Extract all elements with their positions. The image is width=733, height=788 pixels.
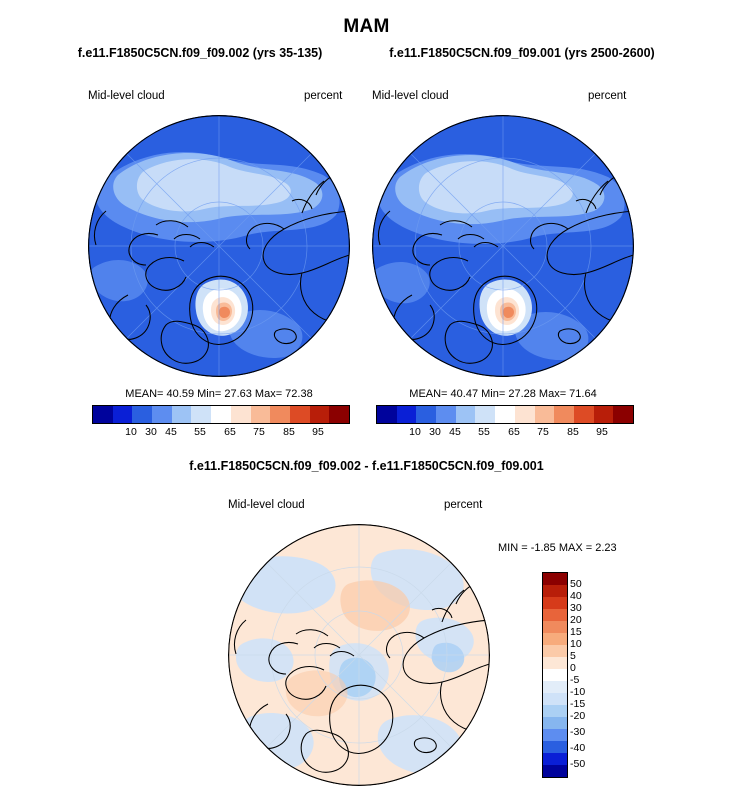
colorbar-tick: 15 xyxy=(570,626,582,638)
colorbar-tick: 50 xyxy=(570,578,582,590)
colorbar-tick: 55 xyxy=(478,426,490,438)
colorbar-swatch xyxy=(543,621,567,633)
colorbar-swatch xyxy=(594,406,614,423)
colorbar-tick: 55 xyxy=(194,426,206,438)
left-panel-subtitle: f.e11.F1850C5CN.f09_f09.002 (yrs 35-135) xyxy=(77,46,323,60)
colorbar-swatch xyxy=(554,406,574,423)
colorbar-tick: -15 xyxy=(570,698,586,710)
figure-title: MAM xyxy=(343,16,390,37)
colorbar-tick: -5 xyxy=(570,674,580,686)
left-panel-unit-label: percent xyxy=(304,90,343,102)
colorbar-swatch xyxy=(535,406,555,423)
colorbar-tick: 65 xyxy=(508,426,520,438)
colorbar-tick: 30 xyxy=(570,602,582,614)
colorbar-tick: 10 xyxy=(409,426,421,438)
left-globe-map xyxy=(88,115,350,377)
left-panel-field-label: Mid-level cloud xyxy=(88,90,165,102)
colorbar-swatch xyxy=(231,406,251,423)
colorbar-tick: 85 xyxy=(567,426,579,438)
colorbar-tick: 65 xyxy=(224,426,236,438)
colorbar-swatch xyxy=(574,406,594,423)
left-globe-surface xyxy=(88,115,350,377)
right-panel-field-label: Mid-level cloud xyxy=(372,90,449,102)
left-panel-stats: MEAN= 40.59 Min= 27.63 Max= 72.38 xyxy=(125,388,313,400)
colorbar-swatch xyxy=(543,585,567,597)
right-panel-stats: MEAN= 40.47 Min= 27.28 Max= 71.64 xyxy=(409,388,597,400)
colorbar-swatch xyxy=(543,669,567,681)
colorbar-swatch xyxy=(543,753,567,765)
colorbar-tick: 5 xyxy=(570,650,576,662)
left-colorbar-ticks xyxy=(92,426,348,440)
colorbar-swatch xyxy=(543,729,567,741)
diff-panel-unit-label: percent xyxy=(444,499,483,511)
panel-subtitles xyxy=(0,46,733,64)
colorbar-swatch xyxy=(543,741,567,753)
colorbar-swatch xyxy=(152,406,172,423)
left-colorbar xyxy=(92,405,350,424)
colorbar-swatch xyxy=(543,705,567,717)
colorbar-swatch xyxy=(397,406,417,423)
colorbar-tick: -40 xyxy=(570,742,586,754)
colorbar-tick: 75 xyxy=(253,426,265,438)
colorbar-tick: 30 xyxy=(429,426,441,438)
colorbar-swatch xyxy=(515,406,535,423)
colorbar-swatch xyxy=(456,406,476,423)
colorbar-swatch xyxy=(211,406,231,423)
colorbar-tick: 45 xyxy=(449,426,461,438)
colorbar-swatch xyxy=(543,681,567,693)
colorbar-tick: 95 xyxy=(312,426,324,438)
diff-colorbar xyxy=(542,572,568,778)
difference-panel-subtitle: f.e11.F1850C5CN.f09_f09.002 - f.e11.F1850C5CN.f09_f09.001 xyxy=(189,459,544,473)
diff-globe-surface xyxy=(228,524,490,786)
left-globe-svg xyxy=(88,115,350,377)
colorbar-swatch xyxy=(436,406,456,423)
colorbar-tick: 75 xyxy=(537,426,549,438)
colorbar-swatch xyxy=(543,645,567,657)
colorbar-swatch xyxy=(475,406,495,423)
colorbar-swatch xyxy=(93,406,113,423)
colorbar-swatch xyxy=(543,597,567,609)
colorbar-tick: 0 xyxy=(570,662,576,674)
colorbar-swatch xyxy=(310,406,330,423)
colorbar-tick: 95 xyxy=(596,426,608,438)
colorbar-swatch xyxy=(495,406,515,423)
colorbar-swatch xyxy=(113,406,133,423)
right-globe-map xyxy=(372,115,634,377)
colorbar-swatch xyxy=(290,406,310,423)
diff-panel-field-label: Mid-level cloud xyxy=(228,499,305,511)
colorbar-swatch xyxy=(329,406,349,423)
right-globe-svg xyxy=(372,115,634,377)
colorbar-swatch xyxy=(613,406,633,423)
colorbar-swatch xyxy=(543,765,567,777)
colorbar-swatch xyxy=(172,406,192,423)
right-colorbar xyxy=(376,405,634,424)
colorbar-swatch xyxy=(543,693,567,705)
colorbar-swatch xyxy=(416,406,436,423)
colorbar-tick: 85 xyxy=(283,426,295,438)
colorbar-swatch xyxy=(132,406,152,423)
diff-colorbar-ticks xyxy=(570,572,610,776)
colorbar-tick: -10 xyxy=(570,686,586,698)
colorbar-tick: -30 xyxy=(570,726,586,738)
colorbar-tick: 10 xyxy=(570,638,582,650)
colorbar-tick: -20 xyxy=(570,710,586,722)
diff-panel-stats: MIN = -1.85 MAX = 2.23 xyxy=(498,542,617,554)
colorbar-tick: 10 xyxy=(125,426,137,438)
colorbar-tick: 40 xyxy=(570,590,582,602)
colorbar-tick: -50 xyxy=(570,758,586,770)
colorbar-swatch xyxy=(251,406,271,423)
colorbar-swatch xyxy=(270,406,290,423)
diff-globe-map xyxy=(228,524,490,786)
colorbar-tick: 20 xyxy=(570,614,582,626)
colorbar-swatch xyxy=(377,406,397,423)
colorbar-swatch xyxy=(543,717,567,729)
colorbar-swatch xyxy=(543,657,567,669)
colorbar-swatch xyxy=(543,633,567,645)
colorbar-swatch xyxy=(191,406,211,423)
colorbar-tick: 30 xyxy=(145,426,157,438)
right-panel-unit-label: percent xyxy=(588,90,627,102)
diff-globe-svg xyxy=(228,524,490,786)
right-globe-surface xyxy=(372,115,634,377)
right-colorbar-ticks xyxy=(376,426,632,440)
right-panel-subtitle: f.e11.F1850C5CN.f09_f09.001 (yrs 2500-2600) xyxy=(389,46,655,60)
colorbar-tick: 45 xyxy=(165,426,177,438)
colorbar-swatch xyxy=(543,573,567,585)
colorbar-swatch xyxy=(543,609,567,621)
